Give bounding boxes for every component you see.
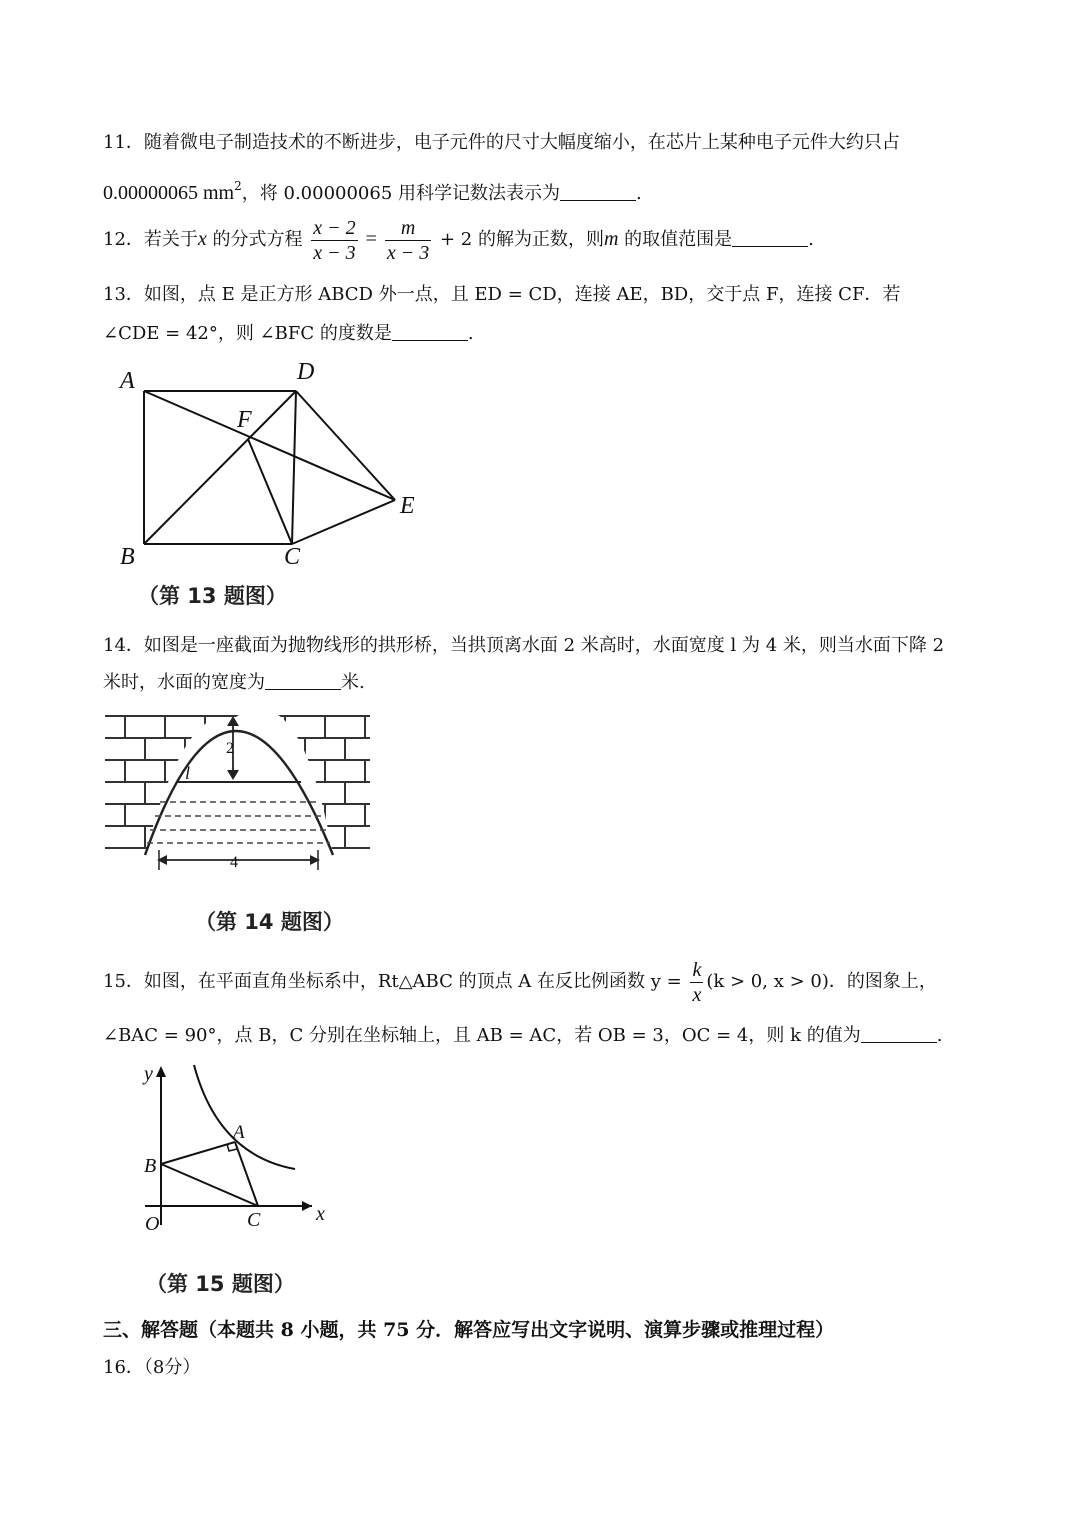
point-b-label: B <box>120 544 135 570</box>
q12-plus: + 2 的解为正数，则 <box>434 229 604 250</box>
q14-figure <box>105 712 375 872</box>
x-axis-label: x <box>316 1203 325 1225</box>
point-c-label: C <box>247 1209 261 1231</box>
water-dashed-lines <box>147 802 330 843</box>
segment-ce <box>292 500 395 544</box>
hyperbola-curve <box>194 1065 295 1169</box>
answer-blank-12[interactable] <box>732 228 808 247</box>
q14-line1: 14．如图是一座截面为抛物线形的拱形桥，当拱顶离水面 2 米高时，水面宽度 l 为 4 米，则当水面下降 2 <box>103 635 945 656</box>
q11-sup: 2 <box>234 179 242 193</box>
q12-suffix: 的取值范围是 <box>618 229 733 250</box>
q12-prefix: 12．若关于 <box>103 229 198 250</box>
q15-line1a: 15．如图，在平面直角坐标系中，Rt△ABC 的顶点 A 在反比例函数 y = <box>103 971 688 992</box>
segment-de <box>296 391 395 500</box>
q13-line2 <box>103 322 474 346</box>
y-axis-arrow <box>156 1066 166 1077</box>
q11-line2-rest: ，将 0.00000065 用科学记数法表示为 <box>241 183 560 204</box>
answer-blank-14[interactable] <box>265 671 341 690</box>
point-b-label: B <box>144 1155 157 1177</box>
q11-end: . <box>636 183 642 204</box>
q15-frac-num: k <box>692 958 702 981</box>
answer-blank-13[interactable] <box>392 322 468 341</box>
square-side-dc <box>292 391 296 544</box>
segment-bc <box>161 1164 258 1206</box>
q15-line2 <box>103 1024 942 1048</box>
answer-blank-15[interactable] <box>861 1024 937 1043</box>
q12-frac1-den: x − 3 <box>313 241 356 264</box>
q12-line <box>103 214 814 265</box>
q14-caption: （第 14 题图） <box>195 910 344 934</box>
q15-line2a: ∠BAC = 90°，点 B，C 分别在坐标轴上，且 AB = AC，若 OB = 3，OC = 4，则 k 的值为 <box>103 1025 861 1046</box>
width-l-label: l <box>185 763 191 783</box>
q12-var-x: x <box>197 228 207 250</box>
q13-figure <box>110 355 440 575</box>
q11-value: 0.00000065 mm <box>103 182 235 204</box>
q13-line1: 13．如图，点 E 是正方形 ABCD 外一点，且 ED = CD，连接 AE，BD，交于点 F，连接 CF．若 <box>103 284 901 305</box>
q12-mid: 的分式方程 <box>206 229 309 250</box>
q15-frac-den: x <box>692 983 702 1006</box>
q12-frac2-num: m <box>385 216 431 241</box>
segment-ac <box>235 1142 258 1206</box>
q13-end: . <box>467 323 474 344</box>
q15-figure <box>140 1060 330 1240</box>
q15-end: . <box>936 1025 943 1046</box>
point-d-label: D <box>297 359 315 385</box>
q15-line1 <box>103 957 937 1007</box>
point-c-label: C <box>284 544 301 570</box>
origin-label: O <box>145 1213 160 1235</box>
q14-line2 <box>103 671 365 695</box>
segment-bd <box>144 391 296 544</box>
q15-fraction <box>690 958 703 1007</box>
q12-frac2-den: x − 3 <box>386 241 430 264</box>
q12-end: . <box>808 229 814 250</box>
q14-line2a: 米时，水面的宽度为 <box>103 672 265 693</box>
q15-caption: （第 15 题图） <box>146 1272 295 1296</box>
q12-frac1-num: x − 2 <box>313 216 356 239</box>
q16-heading: 16．（8分） <box>103 1357 201 1378</box>
segment-cf <box>248 439 292 544</box>
answer-blank-11[interactable] <box>560 182 636 201</box>
point-a-label: A <box>233 1122 245 1143</box>
point-e-label: E <box>400 493 415 519</box>
q13-caption: （第 13 题图） <box>138 584 287 608</box>
q12-fraction-1 <box>311 216 357 265</box>
point-f-label: F <box>237 407 252 433</box>
segment-ba <box>161 1142 235 1164</box>
x-axis-arrow <box>302 1201 312 1211</box>
point-a-label: A <box>120 368 135 394</box>
q11-line2 <box>103 174 642 206</box>
q13-line2a: ∠CDE = 42°，则 ∠BFC 的度数是 <box>103 323 392 344</box>
q14-line2b: 米. <box>341 672 365 693</box>
width-label: 4 <box>230 854 238 871</box>
q12-eq: = <box>360 228 382 250</box>
q12-var-m: m <box>603 228 619 250</box>
q11-line1: 11．随着微电子制造技术的不断进步，电子元件的尺寸大幅度缩小，在芯片上某种电子元件大约只占 <box>103 132 900 153</box>
q15-line1b: (k > 0, x > 0)．的图象上， <box>706 971 937 992</box>
height-label: 2 <box>226 740 234 757</box>
segment-ae <box>144 391 395 500</box>
q12-fraction-2 <box>385 216 431 265</box>
y-axis-label: y <box>144 1063 153 1085</box>
section-heading: 三、解答题（本题共 8 小题，共 75 分．解答应写出文字说明、演算步骤或推理过程） <box>103 1319 835 1341</box>
